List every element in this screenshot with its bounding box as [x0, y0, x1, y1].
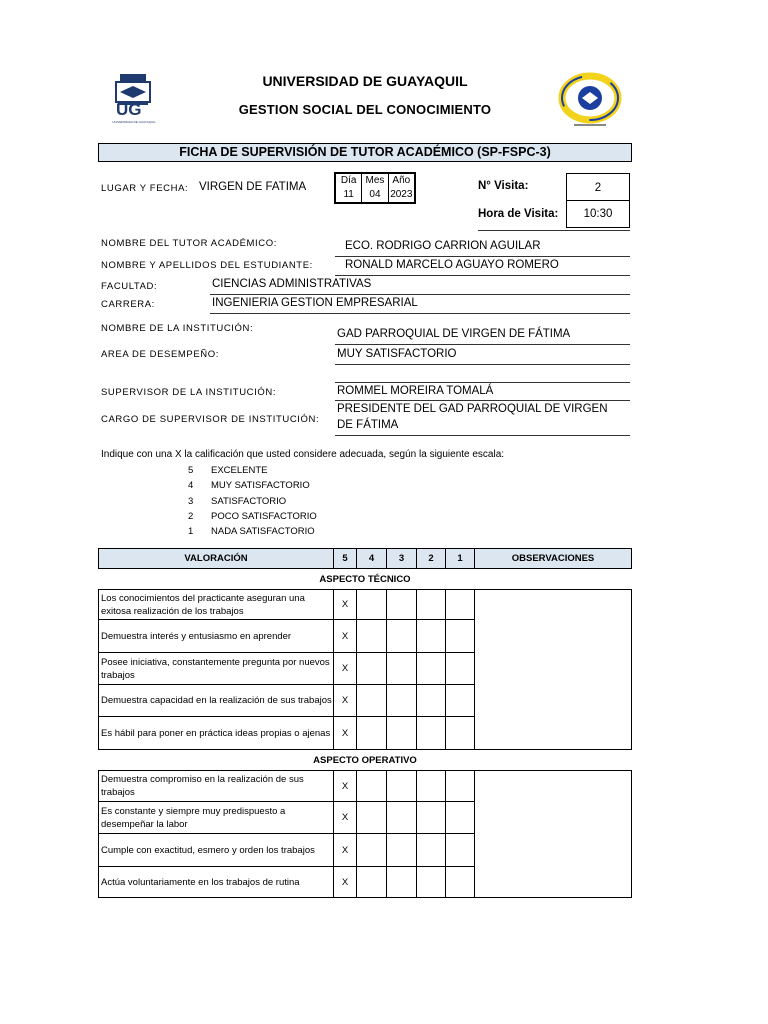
scale-label: SATISFACTORIO — [211, 495, 287, 507]
rating-cell-1[interactable] — [446, 653, 475, 685]
department-title: GESTION SOCIAL DEL CONOCIMIENTO — [238, 102, 492, 117]
rating-cell-3[interactable] — [387, 771, 417, 802]
day-value: 11 — [343, 189, 354, 200]
rating-cell-4[interactable] — [357, 867, 387, 898]
rating-cell-5[interactable]: X — [334, 685, 357, 717]
rating-cell-1[interactable] — [446, 771, 475, 802]
criteria-text: Actúa voluntariamente en los trabajos de rutina — [99, 867, 334, 898]
scale-item — [188, 496, 286, 507]
evaluation-table — [98, 548, 632, 898]
supervisor-role-value-2: DE FÁTIMA — [337, 419, 399, 431]
technical-section — [99, 569, 632, 590]
rating-cell-5[interactable]: X — [334, 802, 357, 834]
technical-section-title: ASPECTO TÉCNICO — [99, 569, 632, 590]
instructions: Indique con una X la calificación que usted considere adecuada, según la siguiente escala: — [101, 449, 505, 460]
date-day — [336, 174, 362, 202]
observations-cell[interactable] — [475, 771, 632, 898]
rating-cell-5[interactable]: X — [334, 620, 357, 653]
rating-cell-5[interactable]: X — [334, 867, 357, 898]
criteria-text: Es constante y siempre muy predispuesto a desempeñar la labor — [99, 802, 334, 834]
rating-cell-5[interactable]: X — [334, 771, 357, 802]
operative-section-title: ASPECTO OPERATIVO — [99, 750, 632, 771]
criteria-row — [99, 590, 632, 620]
career-label: CARRERA: — [101, 299, 155, 310]
institution-line — [335, 344, 630, 345]
rating-cell-5[interactable]: X — [334, 590, 357, 620]
supervisor-top-line — [335, 382, 630, 383]
supervisor-role-label: CARGO DE SUPERVISOR DE INSTITUCIÓN: — [101, 414, 320, 425]
rating-cell-3[interactable] — [387, 620, 417, 653]
rating-cell-3[interactable] — [387, 685, 417, 717]
scale-label: POCO SATISFACTORIO — [211, 510, 317, 522]
criteria-text: Cumple con exactitud, esmero y orden los trabajos — [99, 834, 334, 867]
criteria-text: Los conocimientos del practicante aseguran una exitosa realización de los trabajos — [99, 590, 334, 620]
rating-cell-4[interactable] — [357, 620, 387, 653]
scale-item — [188, 465, 268, 476]
supervisor-value: ROMMEL MOREIRA TOMALÁ — [337, 385, 494, 397]
rating-cell-5[interactable]: X — [334, 834, 357, 867]
month-value: 04 — [369, 189, 381, 200]
rating-cell-2[interactable] — [417, 685, 446, 717]
rating-cell-1[interactable] — [446, 685, 475, 717]
criteria-text: Posee iniciativa, constantemente pregunta por nuevos trabajos — [99, 653, 334, 685]
rating-cell-1[interactable] — [446, 717, 475, 750]
observations-cell[interactable] — [475, 590, 632, 750]
rating-cell-4[interactable] — [357, 834, 387, 867]
scale-value: 4 — [188, 480, 194, 492]
visit-time: 10:30 — [566, 201, 630, 228]
supervisor-label: SUPERVISOR DE LA INSTITUCIÓN: — [101, 387, 277, 398]
criteria-text: Demuestra capacidad en la realización de sus trabajos — [99, 685, 334, 717]
rating-cell-2[interactable] — [417, 590, 446, 620]
institution-value: GAD PARROQUIAL DE VIRGEN DE FÁTIMA — [337, 328, 571, 340]
scale-label: NADA SATISFACTORIO — [211, 526, 315, 538]
university-title: UNIVERSIDAD DE GUAYAQUIL — [262, 73, 468, 89]
scale-value: 5 — [188, 465, 194, 476]
career-line — [210, 313, 630, 314]
scale-item — [188, 511, 317, 522]
institution-label: NOMBRE DE LA INSTITUCIÓN: — [101, 323, 254, 334]
rating-cell-2[interactable] — [417, 834, 446, 867]
scale-label: MUY SATISFACTORIO — [211, 480, 310, 492]
criteria-text: Demuestra compromiso en la realización de sus trabajos — [99, 771, 334, 802]
rating-cell-2[interactable] — [417, 867, 446, 898]
scale-item — [188, 480, 310, 491]
rating-cell-1[interactable] — [446, 620, 475, 653]
rating-cell-5[interactable]: X — [334, 653, 357, 685]
rating-cell-4[interactable] — [357, 653, 387, 685]
rating-cell-4[interactable] — [357, 771, 387, 802]
tutor-value: ECO. RODRIGO CARRION AGUILAR — [345, 240, 541, 252]
area-label: AREA DE DESEMPEÑO: — [101, 349, 219, 360]
supervisor-line — [335, 400, 630, 401]
rating-cell-4[interactable] — [357, 717, 387, 750]
rating-cell-3[interactable] — [387, 802, 417, 834]
rating-cell-1[interactable] — [446, 834, 475, 867]
faculty-label: FACULTAD: — [101, 281, 158, 292]
year-label: Año — [392, 175, 411, 186]
rating-cell-3[interactable] — [387, 834, 417, 867]
header-5: 5 — [334, 549, 357, 569]
supervisor-role-line — [335, 435, 630, 436]
header-criteria: VALORACIÓN — [99, 549, 334, 569]
faculty-value: CIENCIAS ADMINISTRATIVAS — [212, 278, 372, 290]
header-observations: OBSERVACIONES — [475, 549, 632, 569]
scale-label: EXCELENTE — [211, 465, 268, 476]
rating-cell-2[interactable] — [417, 653, 446, 685]
month-label: Mes — [365, 175, 385, 186]
place-value: VIRGEN DE FATIMA — [199, 181, 307, 193]
scale-value: 2 — [188, 510, 194, 522]
rating-cell-3[interactable] — [387, 867, 417, 898]
criteria-text: Es hábil para poner en práctica ideas propias o ajenas — [99, 717, 334, 750]
student-line — [335, 275, 630, 276]
evaluation-header-row — [99, 549, 632, 569]
rating-cell-4[interactable] — [357, 590, 387, 620]
student-label: NOMBRE Y APELLIDOS DEL ESTUDIANTE: — [101, 260, 313, 271]
scale-value: 3 — [188, 495, 194, 507]
scale-item — [188, 526, 315, 537]
ug-logo-text: UG — [116, 100, 142, 119]
rating-cell-2[interactable] — [417, 802, 446, 834]
tutor-label: NOMBRE DEL TUTOR ACADÉMICO: — [101, 238, 277, 249]
header-3: 3 — [387, 549, 417, 569]
rating-cell-2[interactable] — [417, 771, 446, 802]
place-date-label: LUGAR Y FECHA: — [101, 183, 189, 194]
scale-value: 1 — [188, 526, 194, 538]
visit-divider — [478, 230, 630, 231]
rating-cell-3[interactable] — [387, 653, 417, 685]
rating-cell-5[interactable]: X — [334, 717, 357, 750]
criteria-text: Demuestra interés y entusiasmo en aprender — [99, 620, 334, 653]
rating-cell-1[interactable] — [446, 590, 475, 620]
rating-cell-3[interactable] — [387, 717, 417, 750]
visit-number: 2 — [566, 173, 630, 201]
visit-number-label: N° Visita: — [478, 180, 529, 192]
rating-cell-1[interactable] — [446, 802, 475, 834]
ug-logo-caption: UNIVERSIDAD DE GUAYAQUIL — [112, 120, 156, 124]
area-value: MUY SATISFACTORIO — [337, 348, 457, 360]
header-2: 2 — [417, 549, 446, 569]
date-month — [362, 174, 388, 202]
tutor-line — [335, 256, 630, 257]
career-value: INGENIERIA GESTION EMPRESARIAL — [212, 297, 418, 309]
faculty-line — [210, 294, 630, 295]
rating-cell-4[interactable] — [357, 685, 387, 717]
faculty-seal-icon — [556, 68, 624, 132]
faculty-seal-logo — [556, 68, 624, 132]
rating-cell-3[interactable] — [387, 590, 417, 620]
rating-cell-1[interactable] — [446, 867, 475, 898]
day-label: Día — [340, 175, 357, 186]
visit-time-label: Hora de Visita: — [478, 208, 559, 220]
rating-cell-2[interactable] — [417, 620, 446, 653]
rating-cell-2[interactable] — [417, 717, 446, 750]
visit-grid — [566, 173, 630, 228]
rating-cell-4[interactable] — [357, 802, 387, 834]
area-line — [335, 364, 630, 365]
date-box — [334, 172, 416, 204]
supervisor-role-value-1: PRESIDENTE DEL GAD PARROQUIAL DE VIRGEN — [337, 403, 608, 415]
student-value: RONALD MARCELO AGUAYO ROMERO — [345, 259, 559, 271]
date-year — [389, 174, 414, 202]
form-title: FICHA DE SUPERVISIÓN DE TUTOR ACADÉMICO (SP-FSPC-3) — [98, 143, 632, 162]
operative-section — [99, 750, 632, 771]
header-1: 1 — [446, 549, 475, 569]
year-value: 2023 — [390, 189, 413, 200]
criteria-row — [99, 771, 632, 802]
header-4: 4 — [357, 549, 387, 569]
